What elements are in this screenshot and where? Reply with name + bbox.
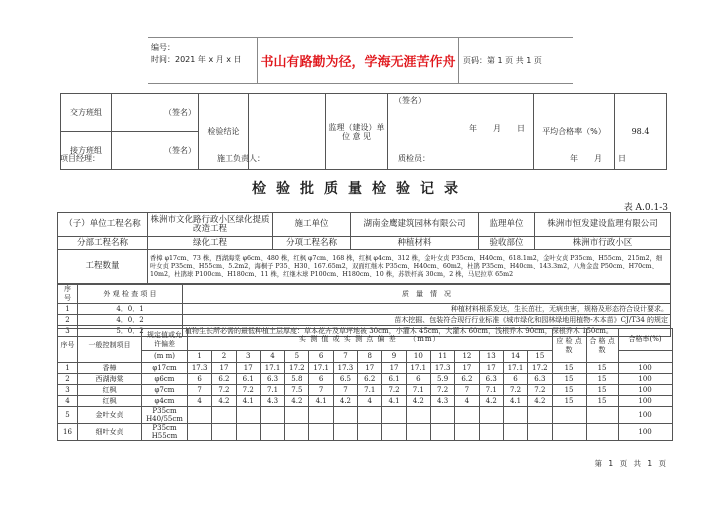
signature-date: 年 月 日 [570, 154, 626, 163]
measured-value: 7.2 [212, 385, 236, 396]
quantity-label: 工程数量 [58, 250, 148, 284]
row-number: 2 [58, 374, 78, 385]
measured-value [333, 424, 357, 441]
should-check-count: 15 [552, 385, 586, 396]
measured-value [188, 407, 212, 424]
measured-value [309, 424, 333, 441]
measured-value: 7.2 [528, 385, 552, 396]
measured-value [285, 424, 309, 441]
measured-value [503, 424, 527, 441]
row-number: 1 [58, 363, 78, 374]
point-column-header: 2 [212, 351, 236, 363]
measured-value: 4.1 [309, 396, 333, 407]
quality-status: 植物生长所必需的最低种植土层厚度：草本花卉及草坪地被 30cm，小灌木 45cm，大灌木 60cm，浅根乔木 90cm，深根乔木 150cm。 [183, 326, 671, 337]
measured-value: 4.2 [406, 396, 430, 407]
page-footer: 第 1 页 共 1 页 [594, 459, 668, 468]
measured-value: 6 [503, 374, 527, 385]
no-header: 序 号 [58, 285, 78, 304]
handover-signature[interactable]: （签名） [112, 94, 199, 132]
measured-value: 7.1 [358, 385, 382, 396]
point-column-header: 1 [188, 351, 212, 363]
spec-value: φ4cm [142, 396, 188, 407]
should-check-header: 应 检 点 数 [552, 329, 586, 363]
measured-value [455, 424, 479, 441]
measured-value: 4 [358, 396, 382, 407]
measured-value: 4.2 [528, 396, 552, 407]
measured-value: 7.2 [430, 385, 454, 396]
measured-value [528, 407, 552, 424]
measured-value [503, 407, 527, 424]
pass-rate: 100 [618, 396, 672, 407]
measured-value: 6.2 [455, 374, 479, 385]
measured-value: 17 [236, 363, 260, 374]
measured-value: 7.5 [285, 385, 309, 396]
point-column-header: 11 [430, 351, 454, 363]
unit-header: (m m) [142, 351, 188, 363]
measured-value: 7.2 [236, 385, 260, 396]
measured-value: 7 [309, 385, 333, 396]
point-column-header: 13 [479, 351, 503, 363]
spec-value: P35cm H55cm [142, 424, 188, 441]
point-column-header: 4 [260, 351, 284, 363]
measurement-row [58, 424, 673, 441]
control-item: 金叶女贞 [78, 407, 142, 424]
measured-value: 17.1 [503, 363, 527, 374]
supervision-date: 年 月 日 [469, 124, 525, 133]
measured-value: 4.2 [212, 396, 236, 407]
point-column-header: 6 [309, 351, 333, 363]
measured-value: 4.2 [479, 396, 503, 407]
measured-value: 6.1 [236, 374, 260, 385]
quality-status: 苗木挖掘、包装符合现行行业标准《城市绿化和园林绿地用植物-木本苗》CJ/T34 的规定 [183, 315, 671, 326]
point-column-header: 3 [236, 351, 260, 363]
receiver-signature[interactable]: （签名） [112, 132, 199, 170]
passed-count [586, 407, 618, 424]
point-column-header: 7 [333, 351, 357, 363]
measured-value [479, 407, 503, 424]
contractor-value: 湖南金鹰建筑园林有限公司 [351, 213, 479, 237]
check-item: 4．0．2 [78, 315, 183, 326]
row-number: 2 [58, 315, 78, 326]
measured-value: 6.1 [382, 374, 406, 385]
measured-value: 7 [188, 385, 212, 396]
measured-value: 6 [188, 374, 212, 385]
measured-value: 6.2 [358, 374, 382, 385]
passed-count [586, 424, 618, 441]
time-label: 时间：2021 年 x 月 x 日 [151, 55, 242, 64]
should-check-count: 15 [552, 363, 586, 374]
passed-count: 15 [586, 374, 618, 385]
receiver-team-label: 接方班组 [61, 132, 112, 170]
measured-value: 6.2 [212, 374, 236, 385]
table-number: 表 A.0.1-3 [623, 203, 668, 213]
should-check-count [552, 407, 586, 424]
measured-value [309, 407, 333, 424]
division-value: 绿化工程 [148, 237, 273, 250]
measured-value [358, 424, 382, 441]
motto: 书山有路勤为径，学海无涯苦作舟 [258, 38, 459, 83]
measured-value: 6.3 [528, 374, 552, 385]
measured-value: 4.1 [503, 396, 527, 407]
measured-value: 17.1 [309, 363, 333, 374]
measured-value: 17.2 [285, 363, 309, 374]
measurement-table [57, 328, 673, 441]
should-check-count: 15 [552, 396, 586, 407]
division-label: 分部工程名称 [58, 237, 148, 250]
quality-row [58, 304, 671, 315]
measurement-row [58, 385, 673, 396]
measured-value [212, 407, 236, 424]
measured-value: 6 [406, 374, 430, 385]
rate-header: 合格率(%) [618, 329, 672, 351]
measured-value: 17 [358, 363, 382, 374]
measured-value: 4 [188, 396, 212, 407]
should-check-count: 15 [552, 374, 586, 385]
item-header: 外 观 检 查 项 目 [78, 285, 183, 304]
spec-value: φ6cm [142, 374, 188, 385]
point-column-header: 9 [382, 351, 406, 363]
measured-value: 7.1 [406, 385, 430, 396]
measurement-row [58, 407, 673, 424]
measured-value: 4.1 [382, 396, 406, 407]
measured-value: 17.2 [528, 363, 552, 374]
row-number: 16 [58, 424, 78, 441]
spec-header: 规定值或允许偏差 [142, 329, 188, 351]
row-number: 3 [58, 326, 78, 337]
contractor-label: 施工单位 [273, 213, 351, 237]
measured-value: 17 [479, 363, 503, 374]
measured-value [260, 424, 284, 441]
measured-value: 17 [212, 363, 236, 374]
page-label: 页码：第 1 页 共 1 页 [463, 56, 542, 65]
acceptance-value: 株洲市行政小区 [535, 237, 671, 250]
avg-rate-value: 98.4 [615, 94, 667, 170]
document-header [148, 37, 573, 84]
point-column-header: 5 [285, 351, 309, 363]
measured-value: 6 [309, 374, 333, 385]
unit-project-value: 株洲市文化路行政小区绿化提质改造工程 [148, 213, 273, 237]
pass-rate: 100 [618, 363, 672, 374]
page-title: 检验批质量检验记录 [252, 181, 468, 197]
passed-count: 15 [586, 396, 618, 407]
measured-value [382, 407, 406, 424]
no-header: 序号 [58, 329, 78, 363]
construction-lead-label: 施工负责人： [217, 154, 265, 163]
quantity-value: 香樟 φ17cm、73 株，西湖海棠 φ6cm、480 株，红枫 φ7cm、168 株，红枫 φ4cm、312 株，金叶女贞 P35cm、H40cm、618.1m2，金叶女贞 P35cm、H55cm、215m2，细叶女贞 P35cm、H55cm、5.2m2，海桐子 P35、H30、167.65m2，双面红继木 P35cm、H40cm、60m2，杜鹃 P35cm、H40cm、143.3m2，八角金盘 P50cm、H70cm、10m2，杜鹃球 P100cm、H180cm、11 株，红继木球 P100cm、H180cm、10 株，苏铁杆高 30cm，2 株，马尼拉草 65m2 [148, 250, 671, 284]
item-header: 一般控制项目 [78, 329, 142, 363]
measured-value: 5.9 [430, 374, 454, 385]
measurement-row [58, 363, 673, 374]
quality-row [58, 315, 671, 326]
measured-value [188, 424, 212, 441]
subitem-label: 分项工程名称 [273, 237, 351, 250]
pass-rate: 100 [618, 424, 672, 441]
handover-team-label: 交方班组 [61, 94, 112, 132]
measured-value [260, 407, 284, 424]
point-column-header: 10 [406, 351, 430, 363]
measured-value: 17.3 [188, 363, 212, 374]
measured-value: 17 [382, 363, 406, 374]
pass-rate: 100 [618, 407, 672, 424]
spec-value: φ17cm [142, 363, 188, 374]
measured-value [358, 407, 382, 424]
point-column-header: 14 [503, 351, 527, 363]
measured-value: 4.3 [260, 396, 284, 407]
measured-value [236, 424, 260, 441]
acceptance-label: 验收部位 [479, 237, 535, 250]
measured-value: 7 [333, 385, 357, 396]
measured-value: 7 [455, 385, 479, 396]
point-column-header: 12 [455, 351, 479, 363]
rate-subheader [618, 351, 672, 363]
control-item: 红枫 [78, 385, 142, 396]
measured-value: 17 [455, 363, 479, 374]
passed-count: 15 [586, 363, 618, 374]
code-label: 编号： [151, 43, 175, 52]
measured-value: 6.5 [333, 374, 357, 385]
measured-header: 实 测 值 或 实 测 点 偏 差 （mm） [188, 329, 553, 351]
measured-value [333, 407, 357, 424]
measured-value [406, 424, 430, 441]
control-item: 红枫 [78, 396, 142, 407]
measured-value: 7.2 [503, 385, 527, 396]
measured-value: 4.3 [430, 396, 454, 407]
point-column-header: 8 [358, 351, 382, 363]
measured-value [479, 424, 503, 441]
unit-project-label: （子）单位工程名称 [58, 213, 148, 237]
measured-value: 6.3 [479, 374, 503, 385]
supervision-label: 监理（建设）单 位 意 见 [326, 94, 388, 170]
measured-value: 4.1 [236, 396, 260, 407]
quality-status: 种植材料根系发达，生长茁壮，无病虫害，规格及形态符合设计要求。 [183, 304, 671, 315]
measured-value [382, 424, 406, 441]
measured-value: 17.3 [333, 363, 357, 374]
measured-value [212, 424, 236, 441]
avg-rate-label: 平均合格率（%） [534, 94, 615, 170]
status-header: 质 量 情 况 [183, 285, 671, 304]
measured-value: 17.1 [406, 363, 430, 374]
spec-value: φ7cm [142, 385, 188, 396]
measured-value: 7.1 [479, 385, 503, 396]
measured-value [455, 407, 479, 424]
supervisor-label: 监理单位 [479, 213, 535, 237]
project-manager-label: 项目经理： [60, 154, 100, 163]
point-column-header: 15 [528, 351, 552, 363]
measured-value: 17.3 [430, 363, 454, 374]
project-info-table [57, 212, 671, 284]
measurement-row [58, 374, 673, 385]
passed-header: 合 格 点 数 [586, 329, 618, 363]
spec-value: P35cm H40/55cm [142, 407, 188, 424]
measured-value [430, 407, 454, 424]
subitem-value: 种植材料 [351, 237, 479, 250]
row-number: 3 [58, 385, 78, 396]
pass-rate: 100 [618, 374, 672, 385]
measured-value [430, 424, 454, 441]
measured-value: 7.2 [382, 385, 406, 396]
measured-value [285, 407, 309, 424]
measured-value [406, 407, 430, 424]
conclusion-label: 检验结论 [199, 94, 249, 170]
measured-value [236, 407, 260, 424]
pass-rate: 100 [618, 385, 672, 396]
should-check-count [552, 424, 586, 441]
row-number: 4 [58, 396, 78, 407]
supervision-signature: （签名） [394, 96, 426, 105]
row-number: 1 [58, 304, 78, 315]
check-item: 5．0．2 [78, 326, 183, 337]
row-number: 5 [58, 407, 78, 424]
measurement-row [58, 396, 673, 407]
control-item: 香樟 [78, 363, 142, 374]
measured-value [528, 424, 552, 441]
measured-value: 6.3 [260, 374, 284, 385]
control-item: 西湖海棠 [78, 374, 142, 385]
measured-value: 17.1 [260, 363, 284, 374]
control-item: 细叶女贞 [78, 424, 142, 441]
check-item: 4．0．1 [78, 304, 183, 315]
supervisor-value: 株洲市恒发建设监理有限公司 [535, 213, 671, 237]
measured-value: 4 [455, 396, 479, 407]
measured-value: 4.2 [285, 396, 309, 407]
header-meta [148, 38, 258, 83]
measured-value: 7.1 [260, 385, 284, 396]
inspector-label: 质检员： [398, 154, 430, 163]
measured-value: 4.2 [333, 396, 357, 407]
measured-value: 5.8 [285, 374, 309, 385]
passed-count: 15 [586, 385, 618, 396]
